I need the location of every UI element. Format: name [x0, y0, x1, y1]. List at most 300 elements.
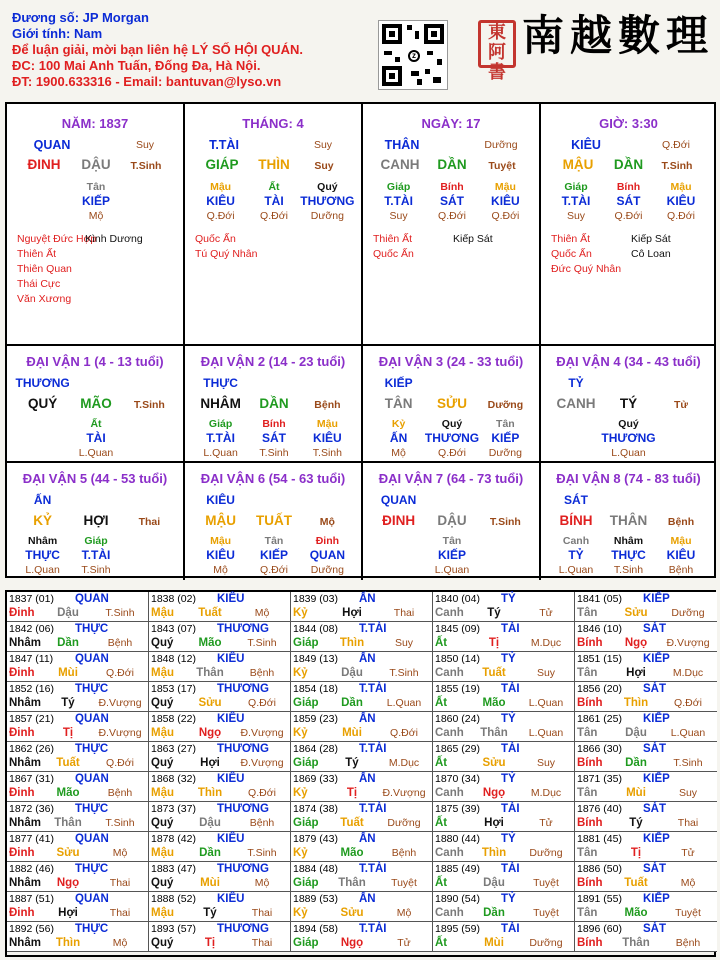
- year-cell[interactable]: [149, 892, 291, 922]
- year-stem: Kỷ: [293, 907, 308, 919]
- year-cell[interactable]: [7, 652, 149, 682]
- year-branch: Mùi: [484, 937, 504, 949]
- year-cell[interactable]: [575, 682, 717, 712]
- year-branch: Tý: [61, 697, 75, 709]
- year-god: T.TÀI: [359, 743, 387, 755]
- dv-hidden-stem: Quý: [441, 418, 463, 430]
- year-god: ẤN: [359, 593, 376, 605]
- year-god: SÁT: [643, 863, 666, 875]
- hidden-phase: Q.Đới: [491, 210, 520, 222]
- dai-van-phase: Bệnh: [314, 399, 341, 411]
- year-label: 1880 (44): [435, 833, 480, 845]
- dv-hidden-god: T.TÀI: [81, 548, 111, 562]
- seal-stamp: 東阿書: [478, 20, 516, 68]
- year-branch: Ngọ: [482, 787, 506, 799]
- year-cell[interactable]: [433, 652, 575, 682]
- dv-hidden-god: KIẾP: [437, 548, 466, 562]
- year-stem: Giáp: [293, 817, 319, 829]
- pillar-title: NGÀY: 17: [421, 116, 481, 131]
- year-cell[interactable]: [291, 592, 433, 622]
- hidden-phase: Mộ: [88, 210, 104, 222]
- year-branch: Hợi: [58, 907, 78, 919]
- top-god: QUAN: [33, 138, 71, 152]
- dv-hidden-stem: Nhâm: [28, 535, 58, 547]
- year-cell[interactable]: [149, 712, 291, 742]
- dv-hidden-stem: Kỷ: [391, 418, 406, 430]
- year-god: TÀI: [501, 623, 520, 635]
- year-stem: Nhâm: [9, 937, 41, 949]
- year-cell[interactable]: [575, 892, 717, 922]
- year-branch: Mão: [56, 787, 80, 799]
- branch: DẬU: [81, 157, 111, 172]
- year-stem: Canh: [435, 607, 464, 619]
- year-phase: Mộ: [254, 607, 270, 619]
- year-branch: Mão: [482, 697, 506, 709]
- year-cell[interactable]: [433, 742, 575, 772]
- year-branch: Tị: [488, 637, 500, 649]
- year-label: 1871 (35): [577, 773, 622, 785]
- year-phase: Suy: [536, 757, 556, 769]
- dv-hidden-phase: L.Quan: [611, 447, 646, 459]
- year-cell[interactable]: [7, 622, 149, 652]
- year-cell[interactable]: [7, 742, 149, 772]
- year-label: 1864 (28): [293, 743, 338, 755]
- year-label: 1866 (30): [577, 743, 622, 755]
- dai-van-cell[interactable]: [185, 463, 363, 580]
- year-branch: Thân: [480, 727, 508, 739]
- year-phase: Dưỡng: [529, 937, 563, 949]
- year-phase: Q.Đới: [106, 757, 134, 769]
- year-label: 1881 (45): [577, 833, 622, 845]
- year-stem: Mậu: [151, 907, 174, 919]
- dv-hidden-stem: Bính: [262, 418, 286, 430]
- year-branch: Tị: [62, 727, 74, 739]
- dai-van-cell[interactable]: [185, 346, 363, 463]
- year-god: QUAN: [75, 893, 109, 905]
- dv-hidden-god: THỰC: [611, 548, 646, 562]
- year-cell[interactable]: [7, 862, 149, 892]
- year-cell[interactable]: [575, 922, 717, 952]
- pillar-cell: [185, 104, 363, 346]
- year-phase: L.Quan: [386, 697, 422, 709]
- year-label: 1865 (29): [435, 743, 480, 755]
- dv-hidden-god: THỰC: [25, 548, 60, 562]
- year-label: 1857 (21): [9, 713, 54, 725]
- year-branch: Dần: [625, 757, 647, 769]
- year-branch: Tuất: [56, 757, 80, 769]
- stem: ĐINH: [27, 157, 61, 172]
- year-branch: Sửu: [482, 757, 506, 769]
- year-cell[interactable]: [291, 922, 433, 952]
- hidden-phase: Q.Đới: [667, 210, 695, 222]
- year-stem: Tân: [577, 907, 598, 919]
- year-god: TÀI: [501, 803, 520, 815]
- year-god: TỶ: [501, 653, 516, 665]
- year-god: ẤN: [359, 653, 376, 665]
- year-stem: Nhâm: [9, 697, 41, 709]
- dv-hidden-stem: Tân: [442, 535, 462, 547]
- year-cell[interactable]: [149, 922, 291, 952]
- year-phase: Q.Đới: [248, 787, 276, 799]
- hidden-stem: Mậu: [210, 181, 232, 193]
- year-stem: Tân: [577, 667, 598, 679]
- brand-logo: [478, 8, 715, 83]
- year-phase: Mộ: [112, 847, 128, 859]
- year-phase: Thai: [251, 907, 273, 919]
- year-god: TỶ: [501, 833, 516, 845]
- hidden-phase: Suy: [389, 210, 408, 222]
- dai-van-cell[interactable]: [541, 463, 716, 580]
- dai-van-god: TỶ: [568, 376, 584, 390]
- dv-hidden-stem: Nhâm: [613, 535, 644, 547]
- year-stem: Tân: [577, 847, 598, 859]
- phase-branch: Tuyệt: [488, 160, 516, 172]
- pillar-title: THÁNG: 4: [242, 116, 304, 131]
- year-cell[interactable]: [7, 712, 149, 742]
- year-god: KIẾP: [643, 593, 670, 605]
- year-cell[interactable]: [291, 682, 433, 712]
- year-god: SÁT: [643, 623, 666, 635]
- dai-van-god: ẤN: [33, 493, 52, 507]
- dai-van-cell[interactable]: [363, 346, 541, 463]
- year-label: 1887 (51): [9, 893, 54, 905]
- year-cell[interactable]: [433, 922, 575, 952]
- dv-hidden-god: KIÊU: [206, 548, 235, 562]
- year-cell[interactable]: [433, 592, 575, 622]
- year-stem: Quý: [151, 937, 174, 949]
- year-phase: Tuyệt: [675, 907, 701, 919]
- year-label: 1878 (42): [151, 833, 196, 845]
- phase-branch: T.Sinh: [130, 160, 162, 172]
- phone-line: ĐT: 1900.633316 - Email: bantuvan@lyso.vn: [12, 74, 282, 89]
- year-phase: T.Sinh: [105, 607, 135, 619]
- dai-van-cell[interactable]: [7, 463, 185, 580]
- year-branch: Thìn: [481, 847, 507, 859]
- year-branch: Tuất: [198, 607, 222, 619]
- year-stem: Ất: [435, 817, 448, 829]
- year-stem: Ất: [435, 937, 448, 949]
- year-god: THỰC: [75, 683, 109, 695]
- year-phase: Dưỡng: [529, 847, 563, 859]
- dv-hidden-stem: Quý: [618, 418, 639, 430]
- year-stem: Canh: [435, 787, 464, 799]
- year-phase: T.Sinh: [673, 757, 703, 769]
- qr-code-icon[interactable]: [378, 20, 448, 90]
- year-cell[interactable]: [433, 802, 575, 832]
- year-god: KIÊU: [217, 653, 245, 665]
- dai-van-branch: TUẤT: [256, 513, 292, 528]
- dai-van-cell[interactable]: [541, 346, 716, 463]
- year-phase: Bệnh: [249, 817, 275, 829]
- dv-hidden-god: SÁT: [262, 431, 286, 445]
- year-cell[interactable]: [149, 622, 291, 652]
- year-branch: Thân: [338, 877, 366, 889]
- top-god: THÂN: [384, 138, 420, 152]
- year-label: 1839 (03): [293, 593, 338, 605]
- year-label: 1859 (23): [293, 713, 338, 725]
- year-cell[interactable]: [7, 772, 149, 802]
- year-cell[interactable]: [149, 742, 291, 772]
- year-cell[interactable]: [7, 592, 149, 622]
- year-stem: Đinh: [9, 847, 35, 859]
- year-cell[interactable]: [149, 682, 291, 712]
- year-cell[interactable]: [291, 832, 433, 862]
- year-stem: Ất: [435, 697, 448, 709]
- year-label: 1844 (08): [293, 623, 338, 635]
- year-label: 1862 (26): [9, 743, 54, 755]
- dai-van-title: ĐẠI VẬN 3 (24 - 33 tuổi): [378, 354, 524, 369]
- year-cell[interactable]: [433, 622, 575, 652]
- year-branch: Dần: [57, 637, 79, 649]
- year-cell[interactable]: [7, 682, 149, 712]
- year-branch: Mão: [624, 907, 648, 919]
- year-branch: Hợi: [342, 607, 362, 619]
- year-cell[interactable]: [433, 832, 575, 862]
- year-label: 1843 (07): [151, 623, 196, 635]
- year-cell[interactable]: [149, 652, 291, 682]
- year-cell[interactable]: [433, 862, 575, 892]
- year-cell[interactable]: [575, 772, 717, 802]
- year-god: ẤN: [359, 773, 376, 785]
- year-cell[interactable]: [291, 862, 433, 892]
- year-stem: Mậu: [151, 847, 174, 859]
- year-label: 1867 (31): [9, 773, 54, 785]
- year-phase: Tuyệt: [533, 877, 559, 889]
- pillar-cell: [7, 104, 185, 346]
- dv-hidden-god: TÀI: [86, 431, 106, 445]
- header-info: [12, 10, 303, 90]
- year-cell[interactable]: [575, 622, 717, 652]
- year-label: 1884 (48): [293, 863, 338, 875]
- year-label: 1873 (37): [151, 803, 196, 815]
- year-god: KIẾP: [643, 713, 670, 725]
- dv-hidden-phase: T.Sinh: [81, 564, 111, 576]
- year-phase: T.Sinh: [389, 667, 419, 679]
- year-phase: Thai: [251, 937, 273, 949]
- year-stem: Ất: [435, 757, 448, 769]
- year-branch: Thân: [196, 667, 224, 679]
- year-branch: Tị: [346, 787, 358, 799]
- year-phase: Tử: [539, 817, 553, 829]
- year-phase: M.Dục: [530, 787, 562, 799]
- dai-van-phase: T.Sinh: [489, 516, 521, 528]
- year-god: QUAN: [75, 833, 109, 845]
- hidden-phase: Q.Đới: [260, 210, 288, 222]
- dv-hidden-stem: Tân: [264, 535, 284, 547]
- year-stem: Đinh: [9, 667, 35, 679]
- year-branch: Mùi: [342, 727, 362, 739]
- year-phase: Thai: [393, 607, 415, 619]
- year-god: THƯƠNG: [217, 923, 269, 935]
- year-label: 1894 (58): [293, 923, 338, 935]
- annual-table: [5, 590, 716, 957]
- year-stem: Bính: [577, 877, 603, 889]
- year-cell[interactable]: [291, 652, 433, 682]
- dv-hidden-god: ẤN: [389, 431, 408, 445]
- year-cell[interactable]: [291, 892, 433, 922]
- year-stem: Đinh: [9, 787, 35, 799]
- dai-van-phase: Thai: [138, 516, 161, 528]
- year-branch: Thân: [54, 817, 82, 829]
- year-god: T.TÀI: [359, 863, 387, 875]
- dai-van-branch: TÝ: [619, 396, 638, 411]
- year-phase: Mộ: [112, 937, 128, 949]
- year-branch: Mùi: [626, 787, 646, 799]
- year-cell[interactable]: [433, 682, 575, 712]
- name-label: Đương số:: [12, 10, 80, 25]
- year-cell[interactable]: [575, 712, 717, 742]
- year-branch: Sửu: [624, 607, 648, 619]
- year-label: 1886 (50): [577, 863, 622, 875]
- year-god: KIÊU: [217, 713, 245, 725]
- dai-van-branch: DẦN: [259, 396, 289, 411]
- hidden-phase: Q.Đới: [614, 210, 643, 222]
- hidden-god: T.TÀI: [561, 194, 591, 208]
- year-cell[interactable]: [575, 742, 717, 772]
- star-item-right: Kiếp Sát: [631, 233, 671, 245]
- dv-hidden-phase: Q.Đới: [260, 564, 288, 576]
- year-stem: Kỷ: [293, 847, 308, 859]
- dv-hidden-god: KIÊU: [313, 431, 342, 445]
- year-cell[interactable]: [433, 892, 575, 922]
- dv-hidden-god: TỶ: [568, 548, 584, 562]
- dai-van-stem: MẬU: [205, 513, 236, 528]
- dai-van-title: ĐẠI VẬN 8 (74 - 83 tuổi): [556, 471, 701, 486]
- year-god: THƯƠNG: [217, 803, 269, 815]
- year-label: 1885 (49): [435, 863, 480, 875]
- year-cell[interactable]: [433, 772, 575, 802]
- star-item: Quốc Ấn: [195, 233, 236, 245]
- year-label: 1896 (60): [577, 923, 622, 935]
- star-item: Nguyệt Đức Hợp: [17, 233, 97, 245]
- dv-hidden-stem: Mậu: [670, 535, 692, 547]
- year-cell[interactable]: [291, 742, 433, 772]
- year-branch: Tuất: [624, 877, 648, 889]
- year-stem: Quý: [151, 697, 174, 709]
- hidden-god: SÁT: [440, 194, 464, 208]
- year-stem: Bính: [577, 937, 603, 949]
- dai-van-god: THƯƠNG: [15, 376, 70, 390]
- year-phase: Tuyệt: [391, 877, 417, 889]
- year-cell[interactable]: [149, 862, 291, 892]
- year-cell[interactable]: [291, 712, 433, 742]
- dai-van-god: QUAN: [380, 493, 417, 507]
- dai-van-cell[interactable]: [363, 463, 541, 580]
- dai-van-branch: HỢI: [83, 513, 109, 528]
- year-stem: Ất: [435, 637, 448, 649]
- phase-top: Suy: [313, 139, 333, 151]
- year-god: THƯƠNG: [217, 623, 269, 635]
- year-stem: Giáp: [293, 877, 319, 889]
- year-branch: Sửu: [198, 697, 222, 709]
- year-branch: Dậu: [199, 817, 221, 829]
- hidden-god: KIẾP: [81, 194, 110, 208]
- year-cell[interactable]: [291, 622, 433, 652]
- year-god: THƯƠNG: [217, 683, 269, 695]
- year-branch: Tý: [203, 907, 217, 919]
- year-cell[interactable]: [7, 802, 149, 832]
- year-label: 1849 (13): [293, 653, 338, 665]
- dai-van-phase: T.Sinh: [133, 399, 165, 411]
- dv-hidden-phase: Bệnh: [668, 564, 694, 576]
- star-item-right: Cô Loan: [631, 248, 671, 260]
- year-phase: Bệnh: [391, 847, 417, 859]
- year-god: THỰC: [75, 623, 109, 635]
- year-label: 1876 (40): [577, 803, 622, 815]
- year-cell[interactable]: [575, 832, 717, 862]
- year-label: 1845 (09): [435, 623, 480, 635]
- year-branch: Ngọ: [340, 937, 364, 949]
- year-phase: Thai: [109, 877, 131, 889]
- year-phase: Đ.Vượng: [240, 727, 284, 739]
- year-cell[interactable]: [7, 922, 149, 952]
- dai-van-cell[interactable]: [7, 346, 185, 463]
- year-phase: T.Sinh: [247, 847, 277, 859]
- year-stem: Mậu: [151, 787, 174, 799]
- year-phase: Dưỡng: [671, 607, 705, 619]
- year-cell[interactable]: [291, 802, 433, 832]
- hidden-god: KIÊU: [206, 194, 235, 208]
- dv-hidden-stem: Tân: [496, 418, 515, 430]
- year-branch: Mão: [198, 637, 222, 649]
- dai-van-stem: ĐINH: [382, 513, 416, 528]
- year-cell[interactable]: [575, 652, 717, 682]
- year-stem: Quý: [151, 817, 174, 829]
- year-cell[interactable]: [149, 832, 291, 862]
- year-stem: Bính: [577, 757, 603, 769]
- star-item: Thái Cực: [17, 278, 61, 290]
- year-branch: Thân: [622, 937, 650, 949]
- year-phase: Bệnh: [675, 937, 701, 949]
- year-phase: Suy: [394, 637, 414, 649]
- year-phase: Thai: [677, 817, 699, 829]
- year-god: TÀI: [501, 863, 520, 875]
- year-stem: Mậu: [151, 607, 174, 619]
- year-label: 1890 (54): [435, 893, 480, 905]
- gender-label: Giới tính:: [12, 26, 71, 41]
- year-cell[interactable]: [149, 592, 291, 622]
- stem: GIÁP: [205, 157, 239, 172]
- year-label: 1841 (05): [577, 593, 622, 605]
- year-cell[interactable]: [149, 802, 291, 832]
- year-stem: Nhâm: [9, 817, 41, 829]
- star-item: Văn Xương: [17, 293, 72, 305]
- phase-top: Suy: [135, 139, 155, 151]
- year-branch: Dậu: [341, 667, 363, 679]
- dai-van-phase: Mộ: [319, 516, 335, 528]
- year-cell[interactable]: [7, 832, 149, 862]
- year-branch: Tý: [345, 757, 359, 769]
- year-stem: Đinh: [9, 727, 35, 739]
- qr-center-icon: z: [408, 50, 420, 62]
- year-cell[interactable]: [575, 802, 717, 832]
- stem: MẬU: [562, 157, 594, 172]
- dv-hidden-god: THƯƠNG: [424, 431, 480, 445]
- year-branch: Mùi: [58, 667, 78, 679]
- year-branch: Thìn: [623, 697, 649, 709]
- year-label: 1895 (59): [435, 923, 480, 935]
- year-cell[interactable]: [149, 772, 291, 802]
- year-cell[interactable]: [575, 592, 717, 622]
- year-stem: Canh: [435, 727, 464, 739]
- year-stem: Tân: [577, 607, 598, 619]
- year-cell[interactable]: [575, 862, 717, 892]
- year-phase: M.Dục: [388, 757, 420, 769]
- year-cell[interactable]: [7, 892, 149, 922]
- year-cell[interactable]: [291, 772, 433, 802]
- year-branch: Hợi: [200, 757, 220, 769]
- year-cell[interactable]: [433, 712, 575, 742]
